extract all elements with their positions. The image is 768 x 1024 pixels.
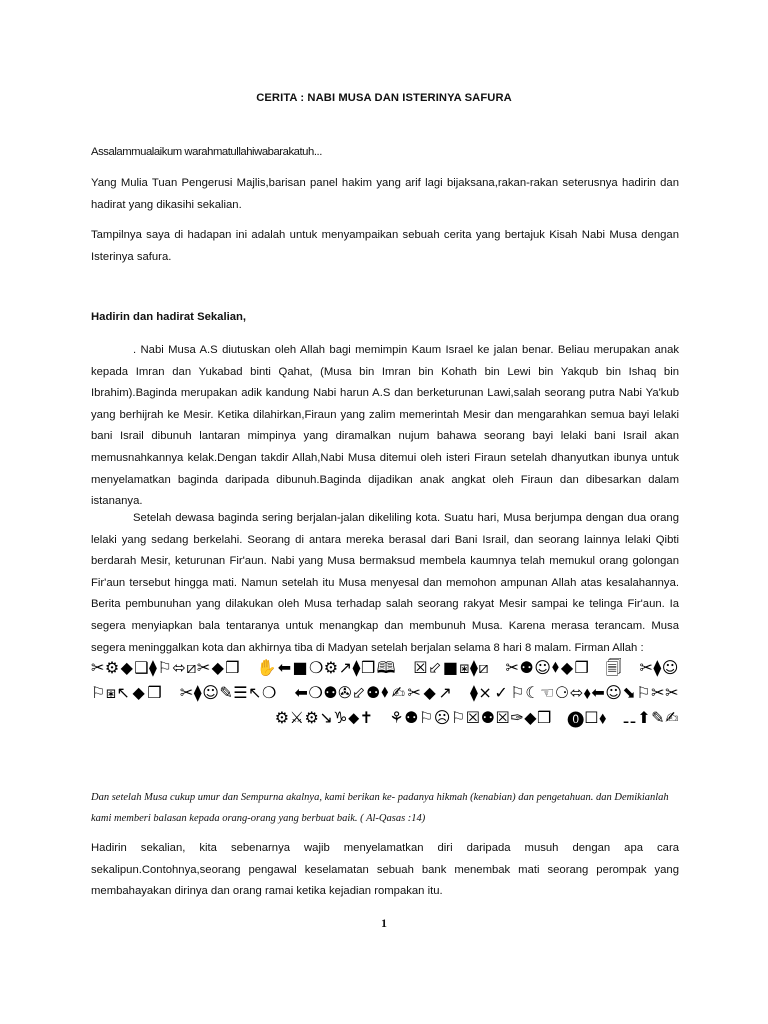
moral-paragraph: Hadirin sekalian, kita sebenarnya wajib menyelamatkan diri daripada musuh dengan apa cara sekalipun.Contohnya,seorang pengawal keselamatan sebuah bank menembak mati seorang perompak yang membahayakan dirinya dan orang ramai ketika kejadian rompakan itu. bbox=[91, 842, 679, 898]
intro-paragraph: Tampilnya saya di hadapan ini adalah untuk menyampaikan sebuah cerita yang bertajuk Kisah Nabi Musa dengan Isterinya safura. bbox=[91, 229, 679, 263]
page-number: 1 bbox=[381, 916, 387, 930]
greeting-text: Assalammualaikum warahmatullahiwabarakatuh... bbox=[91, 146, 322, 158]
verse-symbol-font-text: ✂⚙◆❑⧫⚐⬄⧄✂◆❒ ✋⬅■❍⚙↗⧫❒🕮 ☒⬃■⧆⧫⧄ ✂⚉☺⬧◆❒ 🗐 ✂⧫☺⚐⧆↖◆❒ ✂⧫☺✎☰↖❍ ⬅❍⚉✇⬃⚉⬧✍✂◆↗ ⧫×✓⚐☾☜⚆⬄⬧⬅☺⬊⚐✂✂ ⚙⚔⚙↘♑⬥✝ ⚘⚉⚐☹⚐☒⚉☒✑◆❒ ⓿☐⬧ ⚋⬆✎✍ bbox=[91, 658, 679, 727]
audience-heading: Hadirin dan hadirat Sekalian, bbox=[91, 311, 247, 323]
verse-translation: Dan setelah Musa cukup umur dan Sempurna akalnya, kami berikan ke- padanya hikmah (kenabian) dan pengetahuan. dan Demikianlah kami memberi balasan kepada orang-orang yang berbuat baik. ( Al-Qasas :14) bbox=[91, 792, 669, 824]
document-title: CERITA : NABI MUSA DAN ISTERINYA SAFURA bbox=[256, 92, 512, 104]
story-paragraph-1: . Nabi Musa A.S diutuskan oleh Allah bagi memimpin Kaum Israel ke jalan benar. Beliau merupakan anak kepada Imran dan Yukabad binti Qahat, (Musa bin Imran bin Kohath bin Lewi bin Yakqub bin Ishaq bin Ibrahim).Baginda merupakan adik kandung Nabi harun A.S dan berketurunan Lawi,salah seorang putra Nabi Ya'kub yang berhijrah ke Mesir. Ketika dilahirkan,Firaun yang zalim memerintah Mesir dan mengarahkan semua bayi lelaki bani Israil dibunuh lantaran mimpinya yang diramalkan nujum bahawa seorang bayi lelaki bani Israil akan memusnahkannya kelak.Dengan takdir Allah,Nabi Musa ditemui oleh isteri Firaun setelah dhanyutkan ibunya untuk menyelamatkan baginda daripada dibunuh.Baginda dijadikan anak angkat oleh Firaun dan dibesarkan dalam istananya. bbox=[91, 344, 679, 508]
welcome-paragraph: Yang Mulia Tuan Pengerusi Majlis,barisan panel hakim yang arif lagi bijaksana,rakan-rakan seterusnya hadirin dan hadirat yang dikasihi sekalian. bbox=[91, 177, 679, 211]
story-paragraph-2: Setelah dewasa baginda sering berjalan-jalan dikeliling kota. Suatu hari, Musa berjumpa dengan dua orang lelaki yang sedang berkelahi. Seorang di antara mereka berasal dari Bani Israil, dan seorang lainnya lelaki Qibti berdarah Mesir, keturunan Fir'aun. Nabi yang Musa bermaksud membela kaumnya telah memukul orang golongan Fir'aun tersebut hingga mati. Namun setelah itu Musa menyesal dan memohon ampunan Allah atas kesalahannya. Berita pembunuhan yang dilakukan oleh Musa terhadap salah seorang rakyat Mesir sampai ke telinga Fir'aun. Ia segera menyiapkan bala tentaranya untuk menangkap dan membunuh Musa. Karena merasa terancam. Musa segera meninggalkan kota dan akhirnya tiba di Madyan setelah berjalan selama 8 hari 8 malam. Firman Allah : bbox=[91, 512, 679, 654]
